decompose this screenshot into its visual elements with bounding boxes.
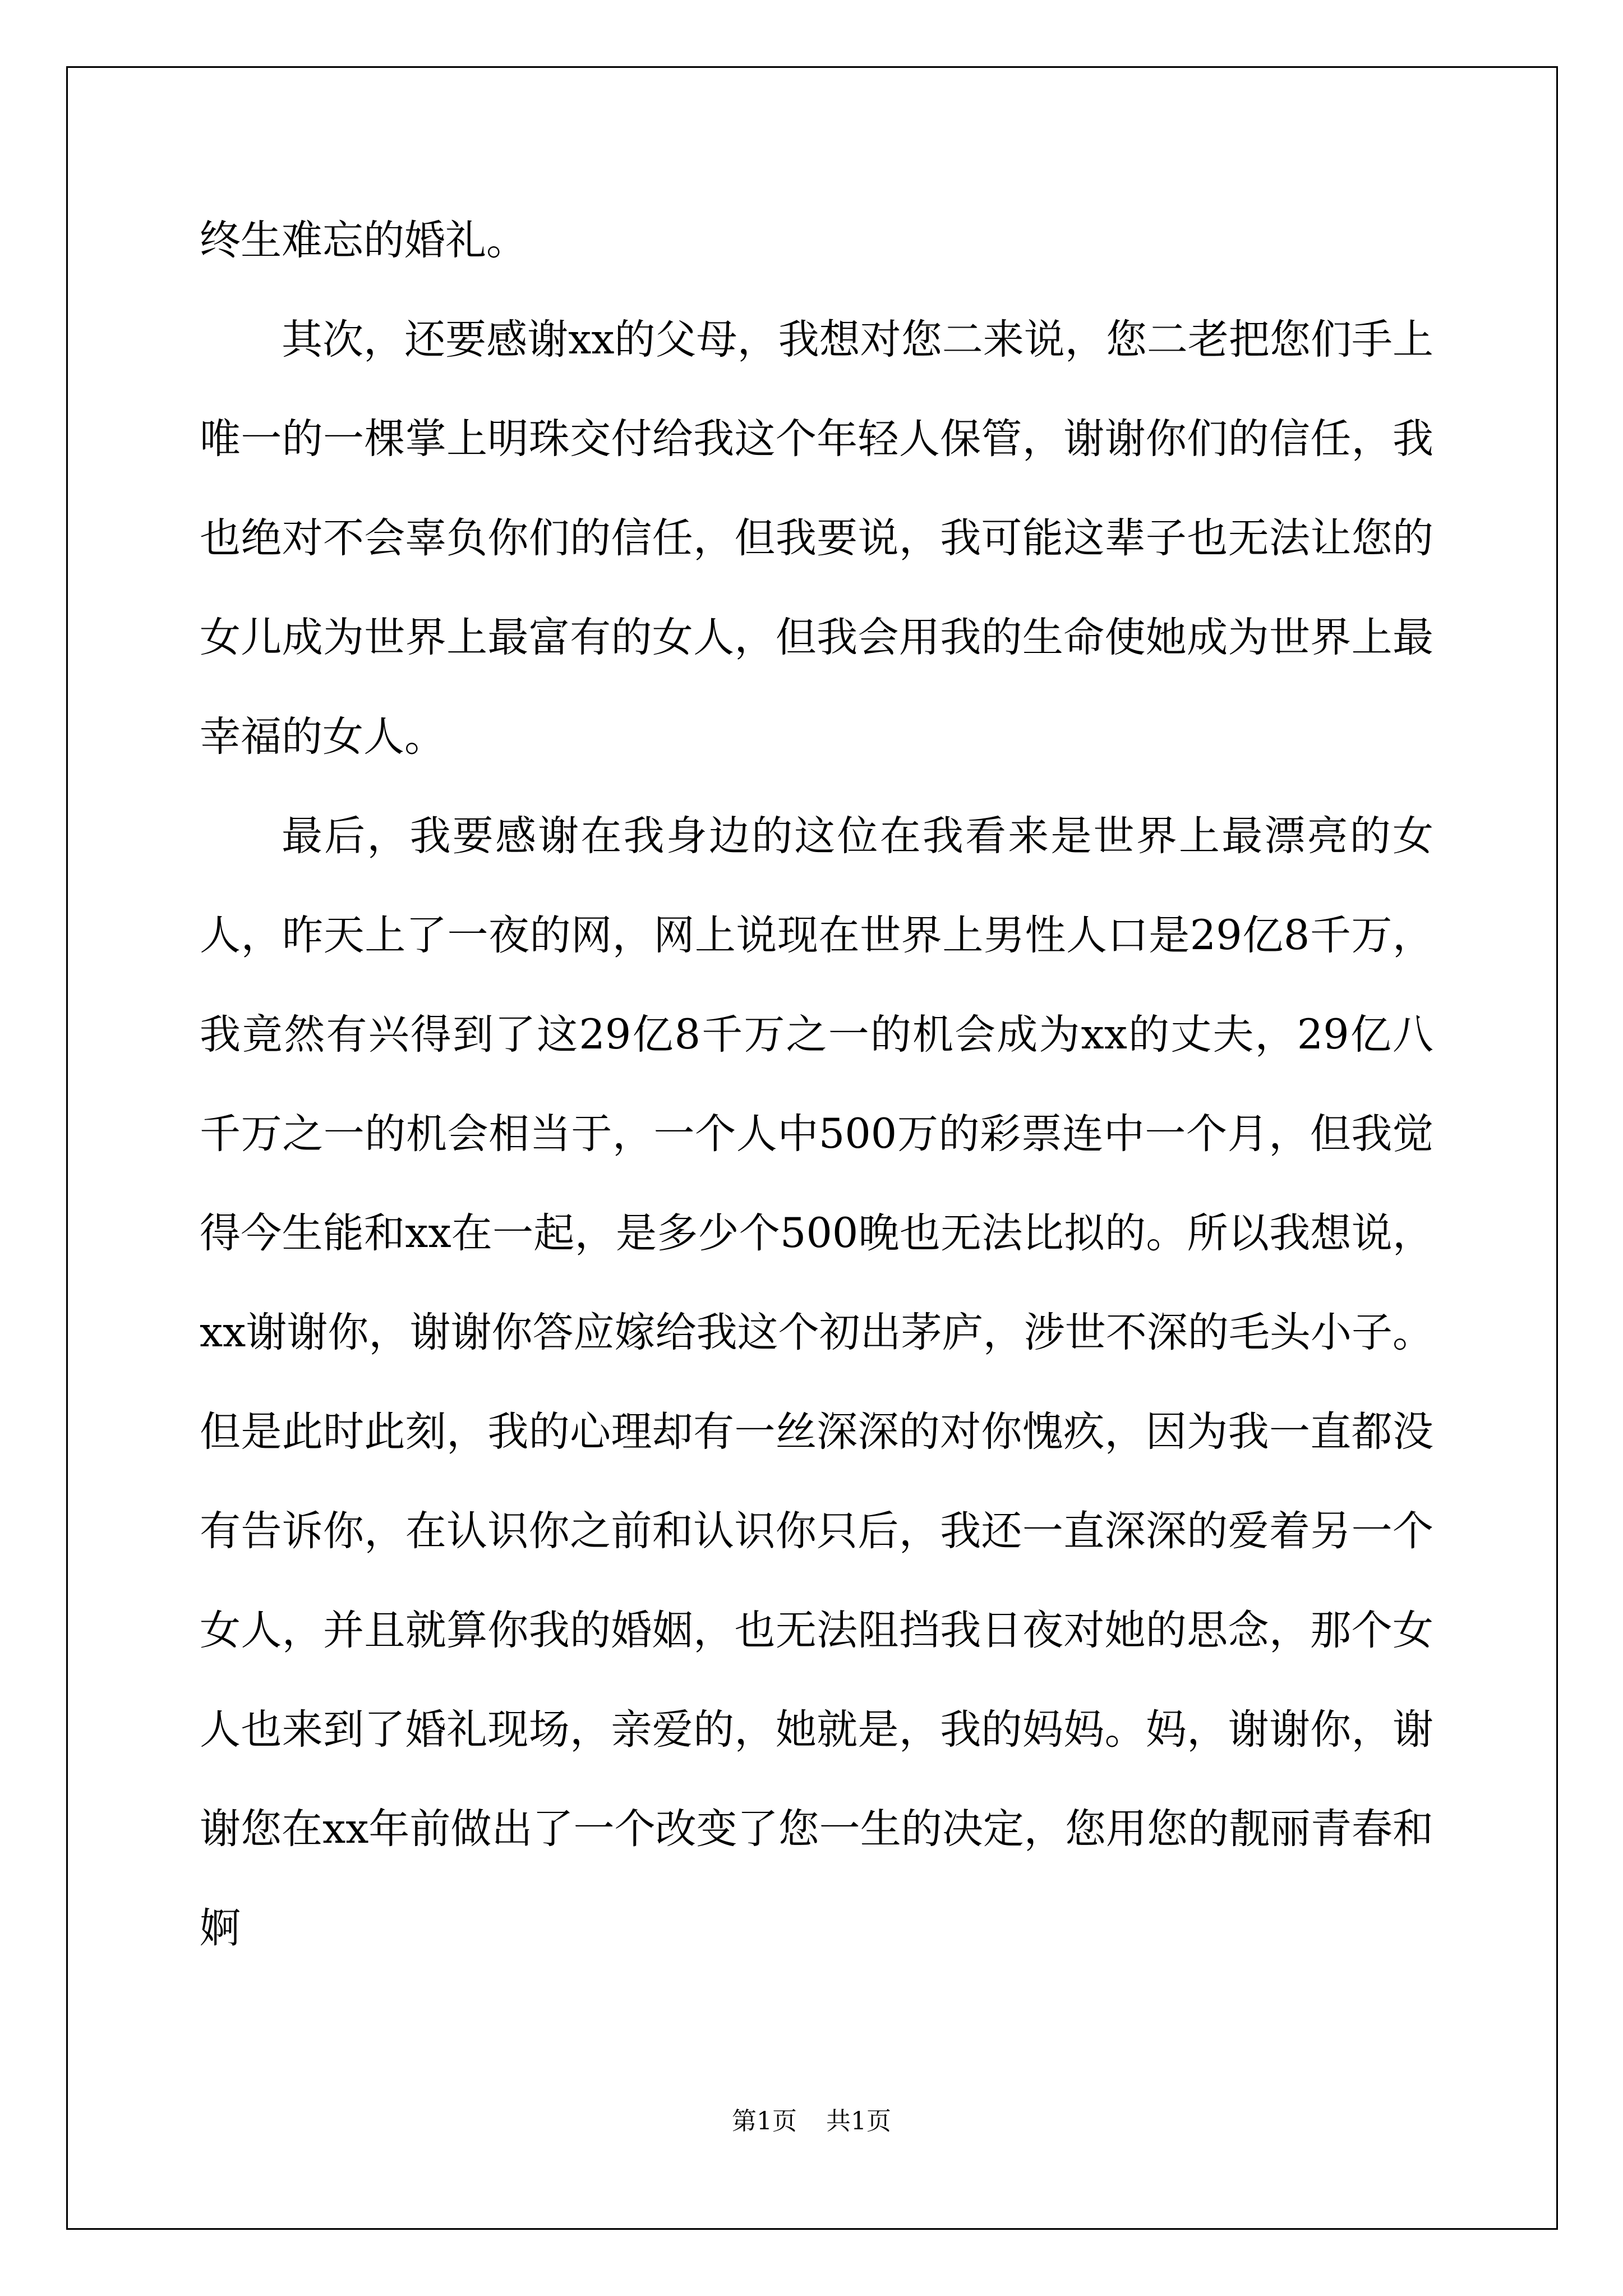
page-number-total: 共1页 (826, 2107, 891, 2136)
paragraph-3: 最后，我要感谢在我身边的这位在我看来是世界上最漂亮的女人，昨天上了一夜的网，网上说现在世界上男性人口是29亿8千万，我竟然有兴得到了这29亿8千万之一的机会成为xx的丈夫，29亿八千万之一的机会相当于，一个人中500万的彩票连中一个月，但我觉得今生能和xx在一起，是多少个500晚也无法比拟的。所以我想说，xx谢谢你，谢谢你答应嫁给我这个初出茅庐，涉世不深的毛头小子。但是此时此刻，我的心理却有一丝深深的对你愧疚，因为我一直都没有告诉你，在认识你之前和认识你只后，我还一直深深的爱着另一个女人，并且就算你我的婚姻，也无法阻挡我日夜对她的思念，那个女人也来到了婚礼现场，亲爱的，她就是，我的妈妈。妈，谢谢你，谢谢您在xx年前做出了一个改变了您一生的决定，您用您的靓丽青春和婀 (200, 812, 1433, 1952)
document-body (200, 191, 1433, 1978)
paragraph-2: 其次，还要感谢xx的父母，我想对您二来说，您二老把您们手上唯一的一棵掌上明珠交付给我这个年轻人保管，谢谢你们的信任，我也绝对不会辜负你们的信任，但我要说，我可能这辈子也无法让您的女儿成为世界上最富有的女人，但我会用我的生命使她成为世界上最幸福的女人。 (200, 316, 1433, 761)
page-number-current: 第1页 (732, 2107, 797, 2136)
page-footer (0, 2105, 1623, 2138)
paragraph-1: 终生难忘的婚礼。 (200, 217, 527, 264)
